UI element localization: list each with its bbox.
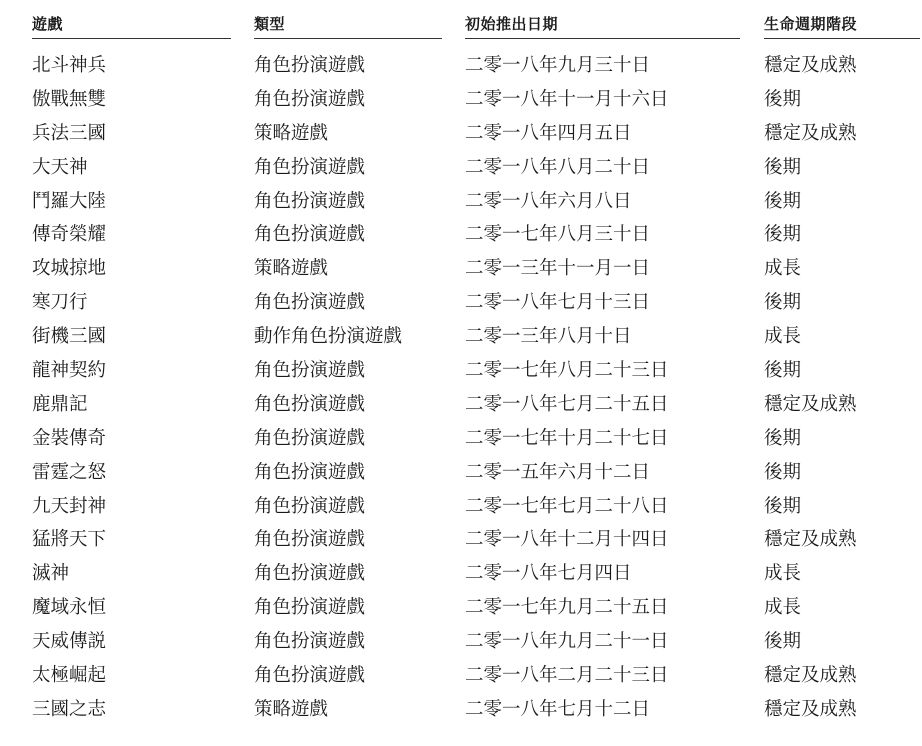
cell-game: 街機三國: [32, 326, 107, 348]
cell-game: 滅神: [32, 563, 70, 585]
cell-type: 角色扮演遊戲: [254, 529, 366, 551]
table-row: [32, 320, 920, 354]
table-row: [32, 83, 920, 117]
cell-lifecycle-stage: 成長: [764, 326, 802, 348]
cell-type: 策略遊戲: [254, 122, 329, 144]
cell-launch-date: 二零一八年七月二十五日: [465, 393, 669, 415]
cell-game: 傲戰無雙: [32, 88, 107, 110]
cell-launch-date: 二零一八年二月二十三日: [465, 665, 669, 687]
table-row: [32, 49, 920, 83]
cell-game: 傳奇榮耀: [32, 224, 107, 246]
table-row: [32, 523, 920, 557]
cell-launch-date: 二零一八年九月三十日: [465, 55, 651, 76]
header-lifecycle-stage: 生命週期階段: [764, 6, 920, 39]
cell-type: 角色扮演遊戲: [254, 597, 366, 619]
cell-launch-date: 二零一三年八月十日: [465, 326, 632, 348]
cell-launch-date: 二零一三年十一月一日: [465, 258, 651, 280]
table-row: [32, 693, 920, 727]
cell-game: 九天封神: [32, 495, 107, 517]
table-row: [32, 591, 920, 625]
cell-lifecycle-stage: 穩定及成熟: [764, 698, 857, 720]
cell-type: 角色扮演遊戲: [254, 631, 366, 653]
cell-lifecycle-stage: 後期: [764, 461, 802, 483]
cell-launch-date: 二零一八年四月五日: [465, 122, 632, 144]
table-row: [32, 388, 920, 422]
cell-type: 角色扮演遊戲: [254, 190, 366, 212]
table-row: [32, 659, 920, 693]
table-row: [32, 557, 920, 591]
cell-game: 攻城掠地: [32, 258, 107, 280]
cell-type: 角色扮演遊戲: [254, 224, 366, 246]
cell-launch-date: 二零一七年八月二十三日: [465, 360, 669, 382]
cell-launch-date: 二零一八年八月二十日: [465, 156, 651, 178]
cell-type: 角色扮演遊戲: [254, 563, 366, 585]
table-row: [32, 218, 920, 252]
cell-game: 太極崛起: [32, 665, 107, 687]
cell-lifecycle-stage: 後期: [764, 292, 802, 314]
cell-lifecycle-stage: 後期: [764, 631, 802, 653]
table-row: [32, 625, 920, 659]
table-row: [32, 151, 920, 185]
cell-launch-date: 二零一七年十月二十七日: [465, 427, 669, 449]
table-row: [32, 422, 920, 456]
cell-launch-date: 二零一八年十二月十四日: [465, 529, 669, 551]
cell-game: 鬥羅大陸: [32, 190, 107, 212]
cell-lifecycle-stage: 成長: [764, 563, 802, 585]
table-row: [32, 456, 920, 490]
table-row: [32, 490, 920, 524]
cell-lifecycle-stage: 穩定及成熟: [764, 55, 857, 76]
cell-type: 角色扮演遊戲: [254, 461, 366, 483]
cell-launch-date: 二零一七年九月二十五日: [465, 597, 669, 619]
cell-game: 金裝傳奇: [32, 427, 107, 449]
cell-lifecycle-stage: 後期: [764, 360, 802, 382]
header-game: 遊戲: [32, 6, 231, 39]
cell-type: 角色扮演遊戲: [254, 495, 366, 517]
cell-type: 角色扮演遊戲: [254, 427, 366, 449]
cell-type: 角色扮演遊戲: [254, 156, 366, 178]
cell-type: 策略遊戲: [254, 698, 329, 720]
cell-launch-date: 二零一八年六月八日: [465, 190, 632, 212]
cell-launch-date: 二零一八年九月二十一日: [465, 631, 669, 653]
cell-type: 動作角色扮演遊戲: [254, 326, 403, 348]
table-body: [32, 49, 920, 727]
table-row: [32, 286, 920, 320]
cell-launch-date: 二零一七年七月二十八日: [465, 495, 669, 517]
cell-game: 猛將天下: [32, 529, 107, 551]
cell-lifecycle-stage: 成長: [764, 597, 802, 619]
cell-lifecycle-stage: 穩定及成熟: [764, 122, 857, 144]
cell-type: 策略遊戲: [254, 258, 329, 280]
table-row: [32, 185, 920, 219]
cell-game: 寒刀行: [32, 292, 88, 314]
table-row: [32, 354, 920, 388]
games-table: [32, 6, 920, 727]
cell-lifecycle-stage: 穩定及成熟: [764, 393, 857, 415]
cell-game: 雷霆之怒: [32, 461, 107, 483]
cell-lifecycle-stage: 後期: [764, 495, 802, 517]
cell-lifecycle-stage: 後期: [764, 156, 802, 178]
cell-lifecycle-stage: 後期: [764, 224, 802, 246]
cell-game: 兵法三國: [32, 122, 107, 144]
cell-launch-date: 二零一五年六月十二日: [465, 461, 651, 483]
cell-type: 角色扮演遊戲: [254, 360, 366, 382]
cell-game: 三國之志: [32, 698, 107, 720]
cell-launch-date: 二零一八年七月四日: [465, 563, 632, 585]
table-row: [32, 117, 920, 151]
cell-launch-date: 二零一七年八月三十日: [465, 224, 651, 246]
cell-type: 角色扮演遊戲: [254, 292, 366, 314]
cell-type: 角色扮演遊戲: [254, 88, 366, 110]
cell-type: 角色扮演遊戲: [254, 665, 366, 687]
cell-game: 北斗神兵: [32, 55, 107, 76]
header-launch-date: 初始推出日期: [465, 6, 740, 39]
cell-game: 大天神: [32, 156, 88, 178]
cell-lifecycle-stage: 後期: [764, 88, 802, 110]
cell-launch-date: 二零一八年十一月十六日: [465, 88, 669, 110]
cell-lifecycle-stage: 後期: [764, 190, 802, 212]
cell-lifecycle-stage: 穩定及成熟: [764, 665, 857, 687]
cell-launch-date: 二零一八年七月十二日: [465, 698, 651, 720]
header-type: 類型: [254, 6, 442, 39]
cell-game: 鹿鼎記: [32, 393, 88, 415]
cell-type: 角色扮演遊戲: [254, 393, 366, 415]
table-row: [32, 252, 920, 286]
cell-game: 天威傳説: [32, 631, 107, 653]
cell-lifecycle-stage: 穩定及成熟: [764, 529, 857, 551]
cell-game: 龍神契約: [32, 360, 107, 382]
cell-lifecycle-stage: 成長: [764, 258, 802, 280]
cell-launch-date: 二零一八年七月十三日: [465, 292, 651, 314]
table-header: [32, 6, 920, 39]
cell-type: 角色扮演遊戲: [254, 55, 366, 76]
cell-lifecycle-stage: 後期: [764, 427, 802, 449]
cell-game: 魔域永恒: [32, 597, 107, 619]
